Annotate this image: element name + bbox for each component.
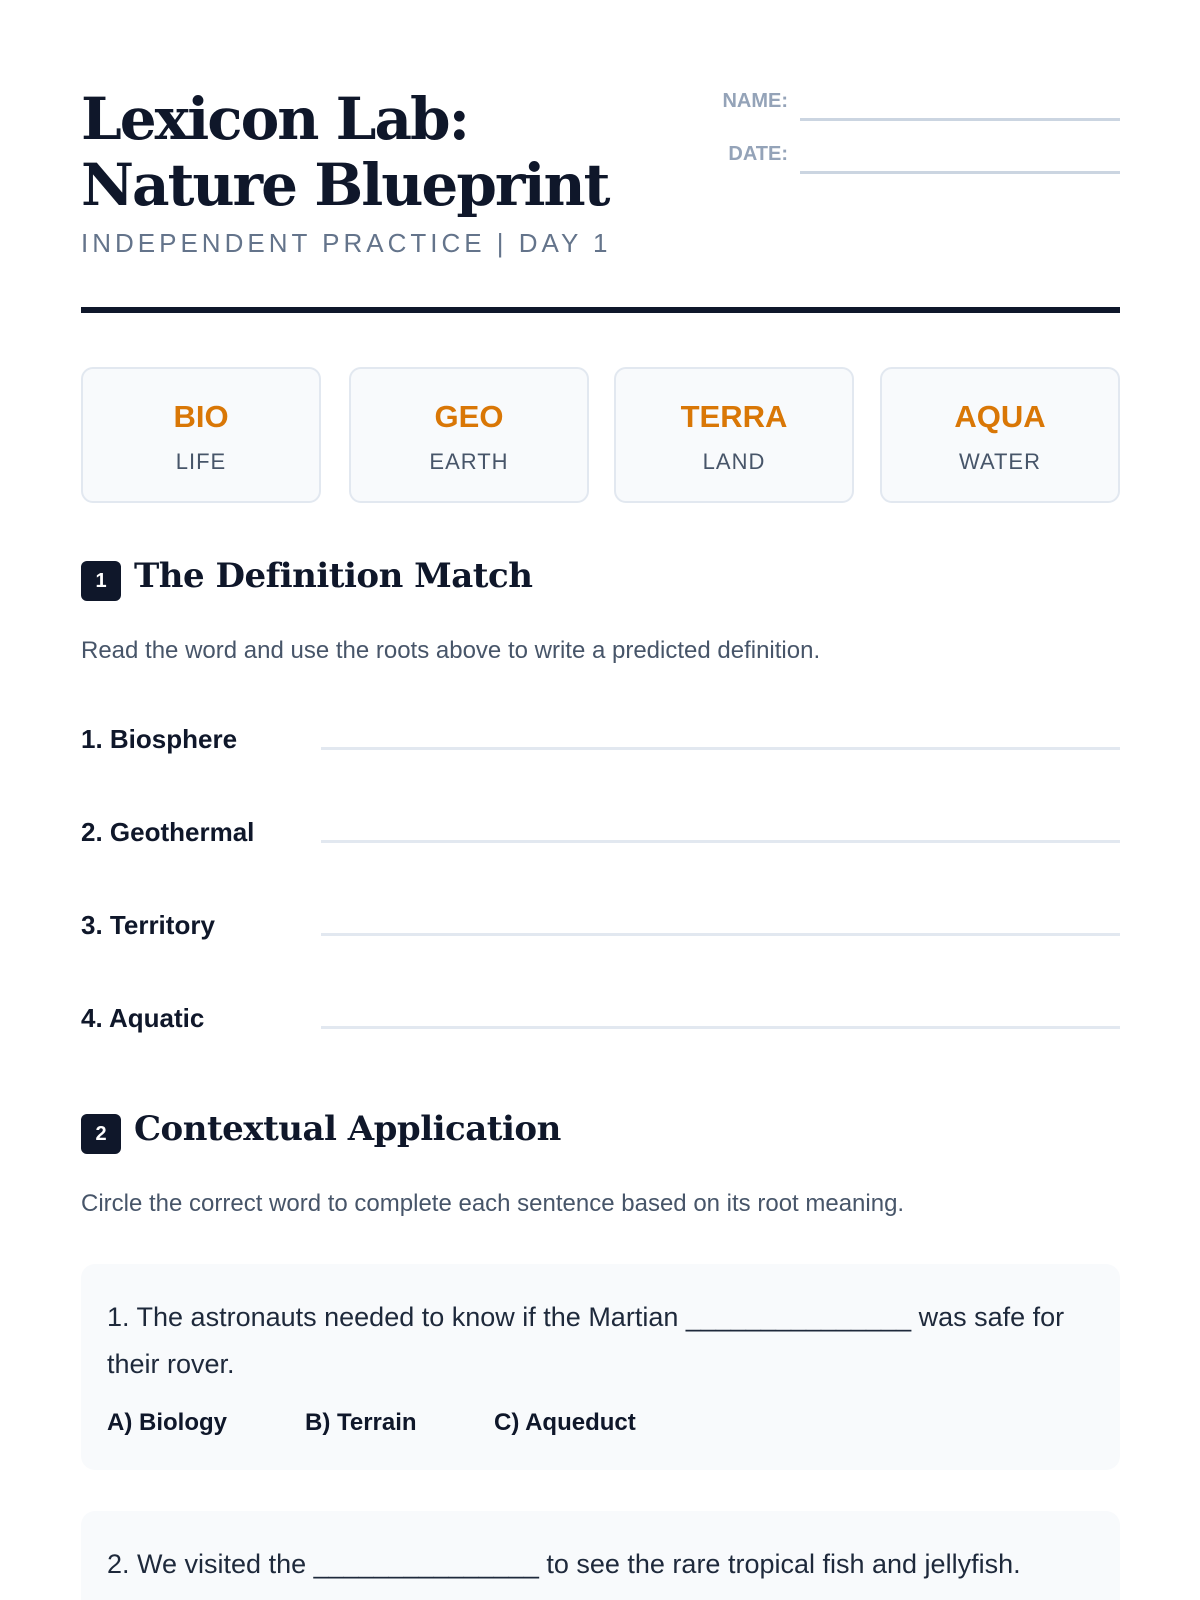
option-a[interactable]: A) Biology [107, 1409, 227, 1436]
worksheet-page [81, 0, 1120, 1600]
student-info [720, 86, 1120, 192]
definition-row [81, 1003, 1120, 1043]
vocab-word: 3. Territory [81, 910, 215, 940]
worksheet-header [81, 80, 1120, 312]
vocab-word: 4. Aquatic [81, 1003, 205, 1033]
date-field-line[interactable] [800, 171, 1120, 174]
root-cards [81, 367, 1120, 503]
root-card-geo [349, 367, 589, 503]
question-card [81, 1511, 1120, 1600]
page-title: Lexicon Lab: Nature Blueprint [81, 85, 609, 219]
question-text: 1. The astronauts needed to know if the Martian _______________ was safe for their rover. [107, 1302, 1065, 1379]
root-meaning: LIFE [175, 449, 227, 474]
vocab-word: 1. Biosphere [81, 724, 238, 754]
name-row [720, 86, 1120, 139]
option-b[interactable]: B) Terrain [305, 1409, 417, 1436]
date-row [720, 139, 1120, 192]
root-word: TERRA [680, 399, 788, 434]
option-c[interactable]: C) Aqueduct [494, 1409, 636, 1436]
definition-row [81, 817, 1120, 857]
root-word: AQUA [954, 399, 1046, 434]
root-word: GEO [434, 399, 504, 434]
name-field-line[interactable] [800, 118, 1120, 121]
root-card-terra [614, 367, 854, 503]
root-meaning: WATER [959, 449, 1041, 474]
root-card-aqua [880, 367, 1120, 503]
answer-line[interactable] [321, 933, 1120, 936]
date-label: DATE: [728, 143, 788, 165]
root-card-bio [81, 367, 321, 503]
header-divider [81, 307, 1120, 313]
page-subtitle: INDEPENDENT PRACTICE | DAY 1 [81, 228, 612, 258]
name-label: NAME: [722, 90, 788, 112]
root-meaning: EARTH [429, 449, 509, 474]
answer-line[interactable] [321, 840, 1120, 843]
answer-line[interactable] [321, 1026, 1120, 1029]
vocab-word: 2. Geothermal [81, 817, 255, 847]
definition-row [81, 724, 1120, 764]
section-1-instructions: Read the word and use the roots above to write a predicted definition. [81, 637, 821, 664]
section-title: Contextual Application [134, 1109, 561, 1149]
section-number-badge: 1 [81, 561, 121, 601]
section-number-badge: 2 [81, 1114, 121, 1154]
question-text: 2. We visited the _______________ to see the rare tropical fish and jellyfish. [107, 1549, 1021, 1579]
section-2-instructions: Circle the correct word to complete each sentence based on its root meaning. [81, 1190, 905, 1217]
root-word: BIO [173, 399, 229, 434]
section-title: The Definition Match [134, 556, 533, 596]
question-card [81, 1264, 1120, 1470]
answer-line[interactable] [321, 747, 1120, 750]
root-meaning: LAND [702, 449, 766, 474]
definition-row [81, 910, 1120, 950]
